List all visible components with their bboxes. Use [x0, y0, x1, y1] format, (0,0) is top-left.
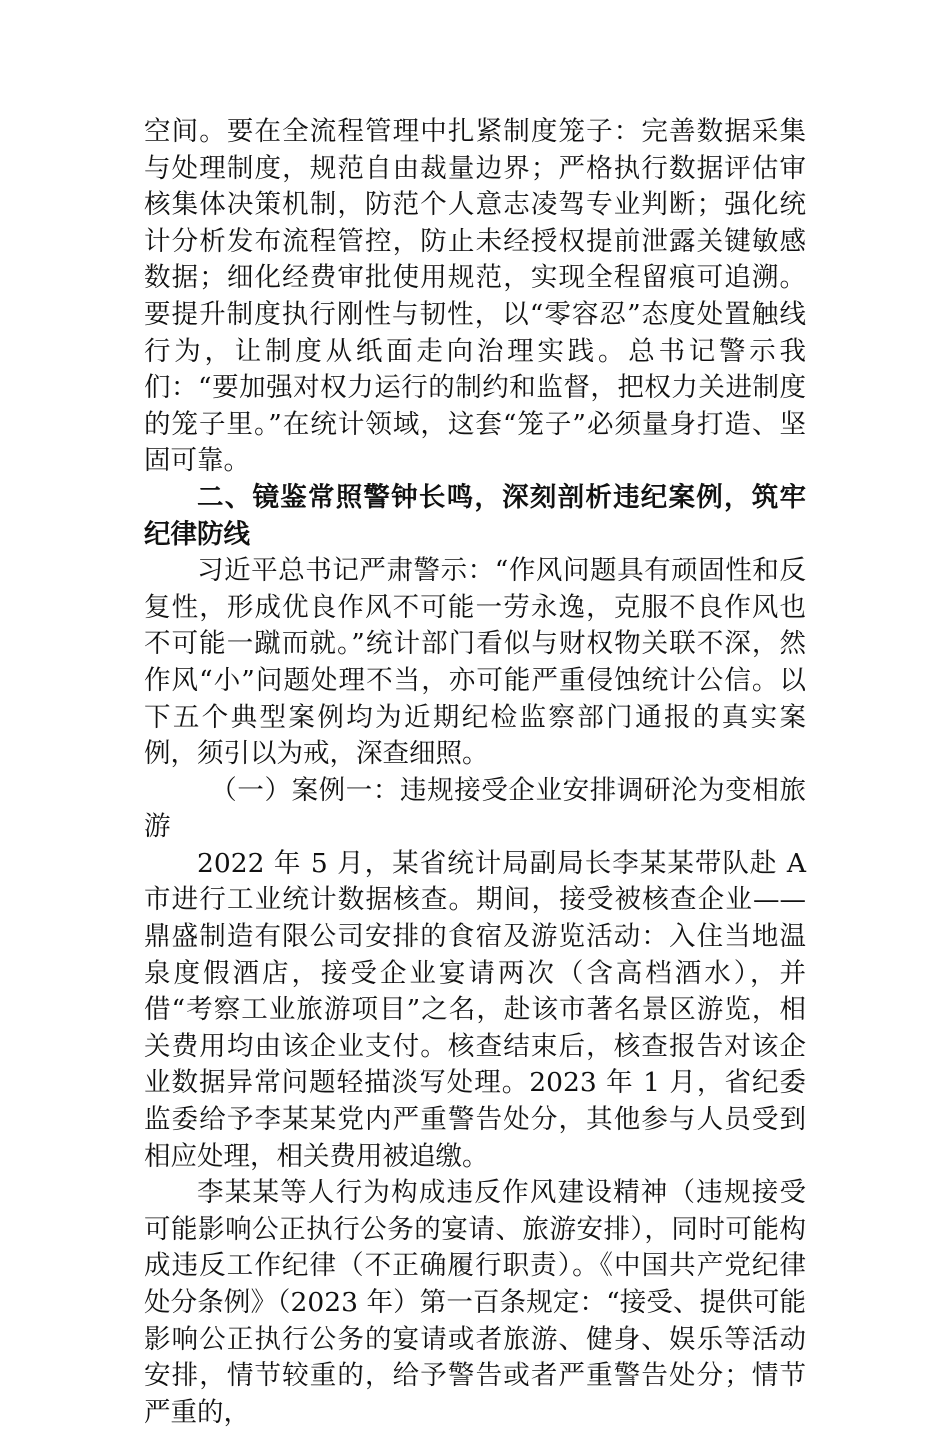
paragraph-institution-cage: 空间。要在全流程管理中扎紧制度笼子：完善数据采集与处理制度，规范自由裁量边界；严格执行数据评估审核集体决策机制，防范个人意志凌驾专业判断；强化统计分析发布流程管控，防止未经授权提前泄露关键敏感数据；细化经费审批使用规范，实现全程留痕可追溯。要提升制度执行刚性与韧性，以“零容忍”态度处置触线行为，让制度从纸面走向治理实践。总书记警示我们：“要加强对权力运行的制约和监督，把权力关进制度的笼子里。”在统计领域，这套“笼子”必须量身打造、坚固可靠。: [144, 116, 806, 477]
paragraph-case-1-facts: 2022 年 5 月，某省统计局副局长李某某带队赴 A 市进行工业统计数据核查。期间，接受被核查企业——鼎盛制造有限公司安排的食宿及游览活动：入住当地温泉度假酒店，接受企业宴请两次（含高档酒水），并借“考察工业旅游项目”之名，赴该市著名景区游览，相关费用均由该企业支付。核查结束后，核查报告对该企业数据异常问题轻描淡写处理。2023 年 1 月，省纪委监委给予李某某党内严重警告处分，其他参与人员受到相应处理，相关费用被追缴。: [144, 847, 806, 1172]
case-1-heading: （一）案例一：违规接受企业安排调研沦为变相旅游: [144, 774, 806, 843]
paragraph-case-1-analysis: 李某某等人行为构成违反作风建设精神（违规接受可能影响公正执行公务的宴请、旅游安排），同时可能构成违反工作纪律（不正确履行职责）。《中国共产党纪律处分条例》（2023 年）第一百条规定：“接受、提供可能影响公正执行公务的宴请或者旅游、健身、娱乐等活动安排，情节较重的，给予警告或者严重警告处分；情节严重的，: [144, 1177, 806, 1428]
section-heading-2: 二、镜鉴常照警钟长鸣，深刻剖析违纪案例，筑牢纪律防线: [144, 481, 806, 550]
document-page: [144, 114, 806, 1431]
paragraph-xi-warning: 习近平总书记严肃警示：“作风问题具有顽固性和反复性，形成优良作风不可能一劳永逸，克服不良作风也不可能一蹴而就。”统计部门看似与财权物关联不深，然作风“小”问题处理不当，亦可能严重侵蚀统计公信。以下五个典型案例均为近期纪检监察部门通报的真实案例，须引以为戒，深查细照。: [144, 555, 806, 770]
